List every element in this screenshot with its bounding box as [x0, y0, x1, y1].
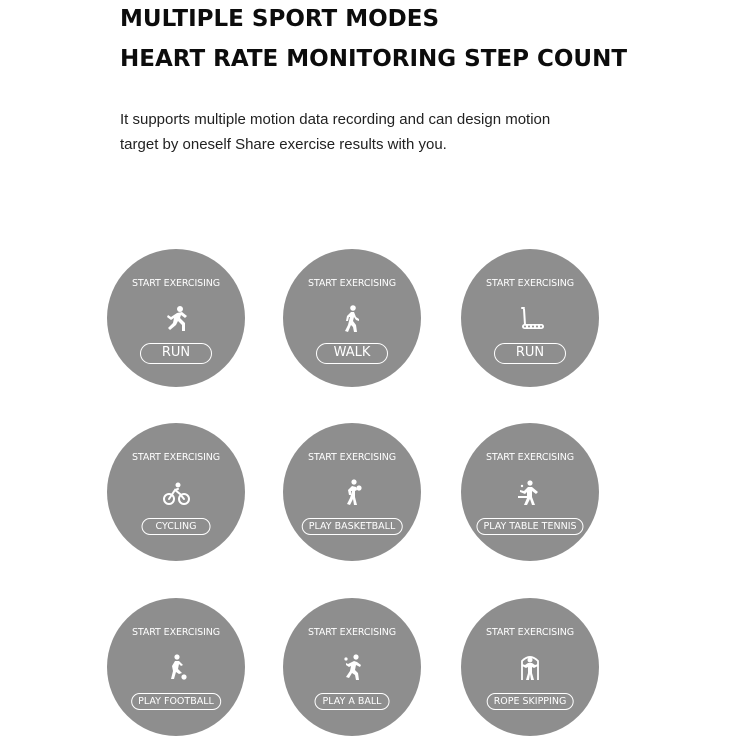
headline-sport-modes: MULTIPLE SPORT MODES	[120, 6, 440, 32]
watch-face-cycling[interactable]	[107, 423, 245, 561]
mode-label-button[interactable]: PLAY A BALL	[315, 693, 390, 710]
mode-label-button[interactable]: PLAY TABLE TENNIS	[476, 518, 583, 535]
face-title: START EXERCISING	[307, 278, 397, 289]
table-tennis-icon	[514, 477, 546, 509]
watch-face-ball-game[interactable]	[283, 598, 421, 736]
watch-face-table-tennis[interactable]	[461, 423, 599, 561]
description-text: It supports multiple motion data recording and can design motion target by oneself Share exercise results with you.	[120, 111, 551, 153]
face-title: START EXERCISING	[485, 627, 575, 638]
walking-icon	[336, 303, 368, 335]
face-title: START EXERCISING	[307, 627, 397, 638]
face-title: START EXERCISING	[485, 452, 575, 463]
treadmill-icon	[514, 303, 546, 335]
mode-label-button[interactable]: RUN	[494, 343, 566, 364]
mode-label-button[interactable]: PLAY BASKETBALL	[302, 518, 403, 535]
mode-label-button[interactable]: PLAY FOOTBALL	[131, 693, 221, 710]
watch-face-basketball[interactable]	[283, 423, 421, 561]
headline-heart-rate-step-count: HEART RATE MONITORING STEP COUNT	[120, 46, 628, 72]
face-title: START EXERCISING	[131, 627, 221, 638]
running-icon	[160, 303, 192, 335]
football-icon	[160, 652, 192, 684]
ball-game-icon	[336, 652, 368, 684]
watch-face-run[interactable]	[107, 249, 245, 387]
mode-label-button[interactable]: WALK	[316, 343, 388, 364]
basketball-icon	[336, 477, 368, 509]
face-title: START EXERCISING	[131, 278, 221, 289]
mode-label-button[interactable]: CYCLING	[142, 518, 211, 535]
face-title: START EXERCISING	[485, 278, 575, 289]
watch-face-treadmill[interactable]	[461, 249, 599, 387]
rope-skipping-icon	[514, 652, 546, 684]
face-title: START EXERCISING	[131, 452, 221, 463]
watch-face-walk[interactable]	[283, 249, 421, 387]
watch-face-football[interactable]	[107, 598, 245, 736]
face-title: START EXERCISING	[307, 452, 397, 463]
mode-label-button[interactable]: RUN	[140, 343, 212, 364]
watch-face-rope-skipping[interactable]	[461, 598, 599, 736]
cycling-icon	[160, 477, 192, 509]
mode-label-button[interactable]: ROPE SKIPPING	[487, 693, 574, 710]
